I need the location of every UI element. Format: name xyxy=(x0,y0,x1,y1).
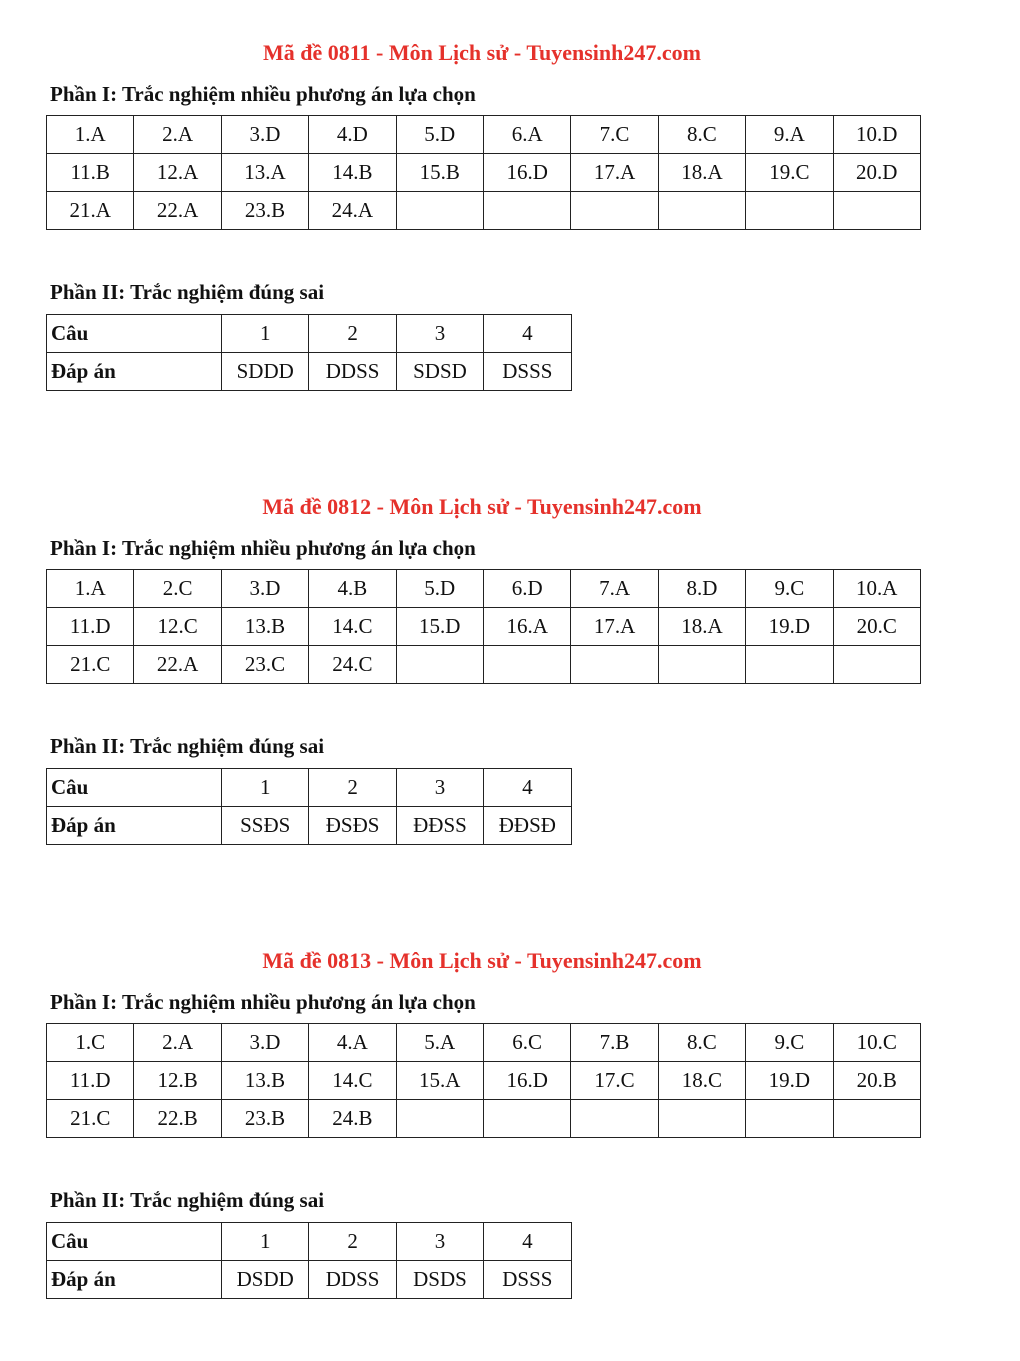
tf-answer-cell: DSSS xyxy=(484,353,571,391)
answer-cell: 9.C xyxy=(746,1024,833,1062)
tf-answer-cell: SSĐS xyxy=(222,807,309,845)
answer-cell: 2.A xyxy=(134,116,221,154)
tf-answer-cell: DSDD xyxy=(222,1261,309,1299)
table-row xyxy=(47,570,921,608)
answer-cell: 3.D xyxy=(221,570,308,608)
exam-title: Mã đề 0811 - Môn Lịch sử - Tuyensinh247.com xyxy=(263,40,701,65)
answer-cell: 7.A xyxy=(571,570,658,608)
answer-cell xyxy=(483,192,570,230)
answer-cell: 5.D xyxy=(396,570,483,608)
answer-cell: 23.C xyxy=(221,646,308,684)
tf-answer-cell: DDSS xyxy=(309,353,396,391)
answer-cell xyxy=(746,1100,833,1138)
answer-cell: 11.D xyxy=(47,608,134,646)
answer-cell: 7.B xyxy=(571,1024,658,1062)
answer-cell: 9.A xyxy=(746,116,833,154)
true-false-table xyxy=(46,314,572,391)
tf-answer-cell: SDSD xyxy=(396,353,483,391)
table-row xyxy=(47,154,921,192)
multiple-choice-table xyxy=(46,1023,921,1138)
multiple-choice-table xyxy=(46,569,921,684)
table-row xyxy=(47,315,572,353)
tf-answer-cell: DSSS xyxy=(484,1261,571,1299)
answer-label: Đáp án xyxy=(47,807,222,845)
answer-cell: 23.B xyxy=(221,1100,308,1138)
answer-cell: 6.C xyxy=(483,1024,570,1062)
exam-title: Mã đề 0812 - Môn Lịch sử - Tuyensinh247.com xyxy=(262,494,702,519)
answer-cell xyxy=(396,192,483,230)
answer-cell: 6.D xyxy=(483,570,570,608)
answer-cell: 22.A xyxy=(134,192,221,230)
answer-cell xyxy=(658,1100,745,1138)
answer-cell: 13.B xyxy=(221,1062,308,1100)
answer-cell: 2.C xyxy=(134,570,221,608)
answer-cell: 14.C xyxy=(309,608,396,646)
table-row xyxy=(47,1062,921,1100)
table-row xyxy=(47,192,921,230)
answer-cell: 20.D xyxy=(833,154,920,192)
question-number-cell: 1 xyxy=(222,769,309,807)
tf-answer-cell: ĐSĐS xyxy=(309,807,396,845)
answer-cell: 8.C xyxy=(658,1024,745,1062)
exam-title: Mã đề 0813 - Môn Lịch sử - Tuyensinh247.com xyxy=(262,948,702,973)
answer-cell: 19.C xyxy=(746,154,833,192)
answer-cell xyxy=(396,646,483,684)
answer-cell: 5.D xyxy=(396,116,483,154)
answer-cell: 10.C xyxy=(833,1024,920,1062)
true-false-table xyxy=(46,1222,572,1299)
answer-cell: 17.C xyxy=(571,1062,658,1100)
answer-cell: 20.B xyxy=(833,1062,920,1100)
question-number-cell: 4 xyxy=(484,315,571,353)
answer-cell: 1.A xyxy=(47,116,134,154)
answer-cell: 8.D xyxy=(658,570,745,608)
tf-answer-cell: SDDD xyxy=(222,353,309,391)
answer-cell: 10.D xyxy=(833,116,920,154)
part1-heading: Phần I: Trắc nghiệm nhiều phương án lựa chọn xyxy=(50,536,476,560)
answer-cell: 11.D xyxy=(47,1062,134,1100)
answer-cell: 13.A xyxy=(221,154,308,192)
answer-cell: 6.A xyxy=(483,116,570,154)
answer-cell xyxy=(571,646,658,684)
answer-cell: 16.A xyxy=(483,608,570,646)
answer-cell: 18.C xyxy=(658,1062,745,1100)
answer-cell: 4.D xyxy=(309,116,396,154)
multiple-choice-table xyxy=(46,115,921,230)
answer-cell: 21.C xyxy=(47,1100,134,1138)
question-number-cell: 3 xyxy=(396,315,483,353)
answer-cell: 24.A xyxy=(309,192,396,230)
answer-cell: 13.B xyxy=(221,608,308,646)
table-row xyxy=(47,769,572,807)
answer-cell: 18.A xyxy=(658,154,745,192)
part2-heading: Phần II: Trắc nghiệm đúng sai xyxy=(50,734,325,758)
answer-cell xyxy=(746,192,833,230)
part2-heading: Phần II: Trắc nghiệm đúng sai xyxy=(50,1188,325,1212)
answer-cell: 1.A xyxy=(47,570,134,608)
question-label: Câu xyxy=(47,315,222,353)
answer-cell: 7.C xyxy=(571,116,658,154)
tf-answer-cell: DDSS xyxy=(309,1261,396,1299)
answer-cell: 22.A xyxy=(134,646,221,684)
answer-cell: 3.D xyxy=(221,116,308,154)
question-number-cell: 2 xyxy=(309,769,396,807)
answer-label: Đáp án xyxy=(47,1261,222,1299)
part1-heading: Phần I: Trắc nghiệm nhiều phương án lựa chọn xyxy=(50,82,476,106)
answer-cell xyxy=(833,646,920,684)
table-row xyxy=(47,807,572,845)
question-number-cell: 2 xyxy=(309,315,396,353)
answer-cell: 14.C xyxy=(309,1062,396,1100)
answer-cell: 4.A xyxy=(309,1024,396,1062)
answer-cell xyxy=(571,192,658,230)
answer-cell: 24.C xyxy=(309,646,396,684)
answer-cell xyxy=(396,1100,483,1138)
answer-cell xyxy=(658,192,745,230)
table-row xyxy=(47,1261,572,1299)
true-false-table xyxy=(46,768,572,845)
answer-cell: 8.C xyxy=(658,116,745,154)
question-label: Câu xyxy=(47,769,222,807)
tf-answer-cell: ĐĐSS xyxy=(396,807,483,845)
answer-cell: 4.B xyxy=(309,570,396,608)
answer-cell: 23.B xyxy=(221,192,308,230)
answer-cell xyxy=(833,192,920,230)
answer-cell: 14.B xyxy=(309,154,396,192)
table-row xyxy=(47,1024,921,1062)
table-row xyxy=(47,353,572,391)
answer-cell: 18.A xyxy=(658,608,745,646)
answer-cell: 3.D xyxy=(221,1024,308,1062)
answer-cell: 10.A xyxy=(833,570,920,608)
answer-cell: 15.D xyxy=(396,608,483,646)
table-row xyxy=(47,1223,572,1261)
answer-cell xyxy=(571,1100,658,1138)
answer-cell xyxy=(658,646,745,684)
answer-cell: 2.A xyxy=(134,1024,221,1062)
answer-cell: 11.B xyxy=(47,154,134,192)
question-number-cell: 3 xyxy=(396,1223,483,1261)
answer-cell: 19.D xyxy=(746,1062,833,1100)
answer-cell: 24.B xyxy=(309,1100,396,1138)
table-row xyxy=(47,646,921,684)
answer-cell: 16.D xyxy=(483,154,570,192)
answer-cell: 17.A xyxy=(571,154,658,192)
tf-answer-cell: ĐĐSĐ xyxy=(484,807,571,845)
table-row xyxy=(47,1100,921,1138)
question-number-cell: 1 xyxy=(222,1223,309,1261)
part2-heading: Phần II: Trắc nghiệm đúng sai xyxy=(50,280,325,304)
answer-cell: 15.A xyxy=(396,1062,483,1100)
answer-cell: 12.B xyxy=(134,1062,221,1100)
answer-cell: 22.B xyxy=(134,1100,221,1138)
answer-cell: 15.B xyxy=(396,154,483,192)
answer-cell: 1.C xyxy=(47,1024,134,1062)
answer-cell xyxy=(483,1100,570,1138)
answer-cell: 20.C xyxy=(833,608,920,646)
answer-cell: 16.D xyxy=(483,1062,570,1100)
question-label: Câu xyxy=(47,1223,222,1261)
part1-heading: Phần I: Trắc nghiệm nhiều phương án lựa chọn xyxy=(50,990,476,1014)
question-number-cell: 1 xyxy=(222,315,309,353)
answer-cell: 17.A xyxy=(571,608,658,646)
question-number-cell: 2 xyxy=(309,1223,396,1261)
answer-cell xyxy=(833,1100,920,1138)
tf-answer-cell: DSDS xyxy=(396,1261,483,1299)
answer-cell: 21.C xyxy=(47,646,134,684)
question-number-cell: 4 xyxy=(484,1223,571,1261)
answer-cell: 5.A xyxy=(396,1024,483,1062)
answer-cell: 12.A xyxy=(134,154,221,192)
table-row xyxy=(47,608,921,646)
answer-cell: 19.D xyxy=(746,608,833,646)
answer-cell xyxy=(483,646,570,684)
question-number-cell: 4 xyxy=(484,769,571,807)
table-row xyxy=(47,116,921,154)
answer-cell: 9.C xyxy=(746,570,833,608)
answer-cell xyxy=(746,646,833,684)
answer-cell: 12.C xyxy=(134,608,221,646)
answer-label: Đáp án xyxy=(47,353,222,391)
answer-cell: 21.A xyxy=(47,192,134,230)
question-number-cell: 3 xyxy=(396,769,483,807)
